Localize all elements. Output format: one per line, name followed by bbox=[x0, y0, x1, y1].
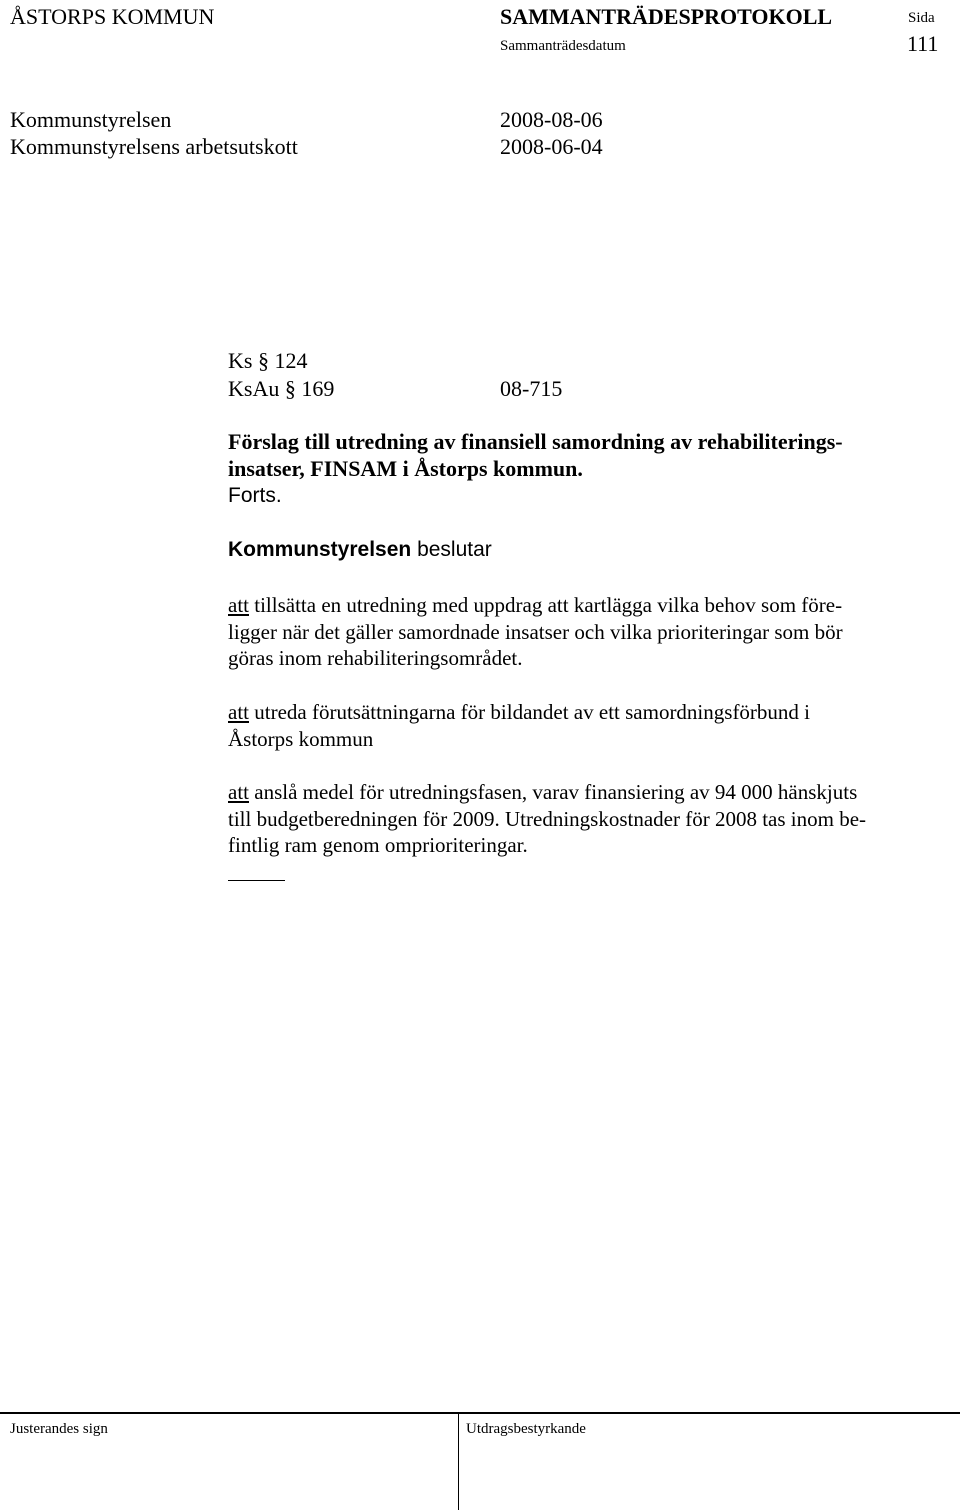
decision-line: ligger när det gäller samordnade insatser och vilka prioriteringar som bör bbox=[228, 619, 843, 644]
decision-line: att utreda förutsättningarna för bildandet av ett samordningsförbund i bbox=[228, 700, 811, 724]
decision-line: till budgetberedningen för 2009. Utredningskostnader för 2008 tas inom be- bbox=[228, 806, 867, 831]
ksau-paragraph-ref: KsAu § 169 bbox=[228, 376, 335, 401]
att-marker: att bbox=[228, 700, 249, 724]
decision-item bbox=[228, 699, 948, 752]
att-marker: att bbox=[228, 780, 249, 804]
meeting-date: 2008-06-04 bbox=[500, 134, 603, 159]
footer-divider-line bbox=[0, 1412, 960, 1414]
decision-line: göras inom rehabiliteringsområdet. bbox=[228, 646, 523, 670]
att-marker: att bbox=[228, 593, 249, 617]
page-label: Sida bbox=[908, 10, 935, 26]
meeting-date: 2008-08-06 bbox=[500, 107, 603, 132]
adjuster-signature-label: Justerandes sign bbox=[10, 1421, 108, 1437]
case-number: 08-715 bbox=[500, 376, 563, 401]
municipality-name: ÅSTORPS KOMMUN bbox=[10, 4, 215, 29]
decision-item bbox=[228, 779, 948, 859]
meeting-body-name: Kommunstyrelsen bbox=[10, 107, 172, 132]
page-number: 111 bbox=[907, 31, 939, 56]
continued-marker: Forts. bbox=[228, 484, 282, 507]
subject-line: insatser, FINSAM i Åstorps kommun. bbox=[228, 456, 583, 481]
decision-verb: beslutar bbox=[417, 538, 492, 561]
decision-line: att anslå medel för utredningsfasen, varav finansiering av 94 000 hänskjuts bbox=[228, 780, 858, 804]
decision-item bbox=[228, 592, 948, 672]
decision-heading bbox=[228, 538, 492, 562]
footer-column-divider bbox=[458, 1413, 459, 1510]
decision-body: Kommunstyrelsen bbox=[228, 538, 412, 561]
decision-line: Åstorps kommun bbox=[228, 726, 374, 751]
decision-line: att tillsätta en utredning med uppdrag att kartlägga vilka behov som före- bbox=[228, 593, 843, 617]
decision-line: fintlig ram genom omprioriteringar. bbox=[228, 833, 528, 857]
section-end-rule bbox=[228, 880, 285, 881]
case-subject bbox=[228, 428, 928, 482]
extract-certification-label: Utdragsbestyrkande bbox=[466, 1421, 586, 1437]
document-title: SAMMANTRÄDESPROTOKOLL bbox=[500, 4, 833, 29]
meeting-date-label: Sammanträdesdatum bbox=[500, 38, 626, 54]
subject-line: Förslag till utredning av finansiell samordning av rehabiliterings- bbox=[228, 429, 843, 454]
ks-paragraph-ref: Ks § 124 bbox=[228, 348, 308, 373]
meeting-body-name: Kommunstyrelsens arbetsutskott bbox=[10, 134, 298, 159]
